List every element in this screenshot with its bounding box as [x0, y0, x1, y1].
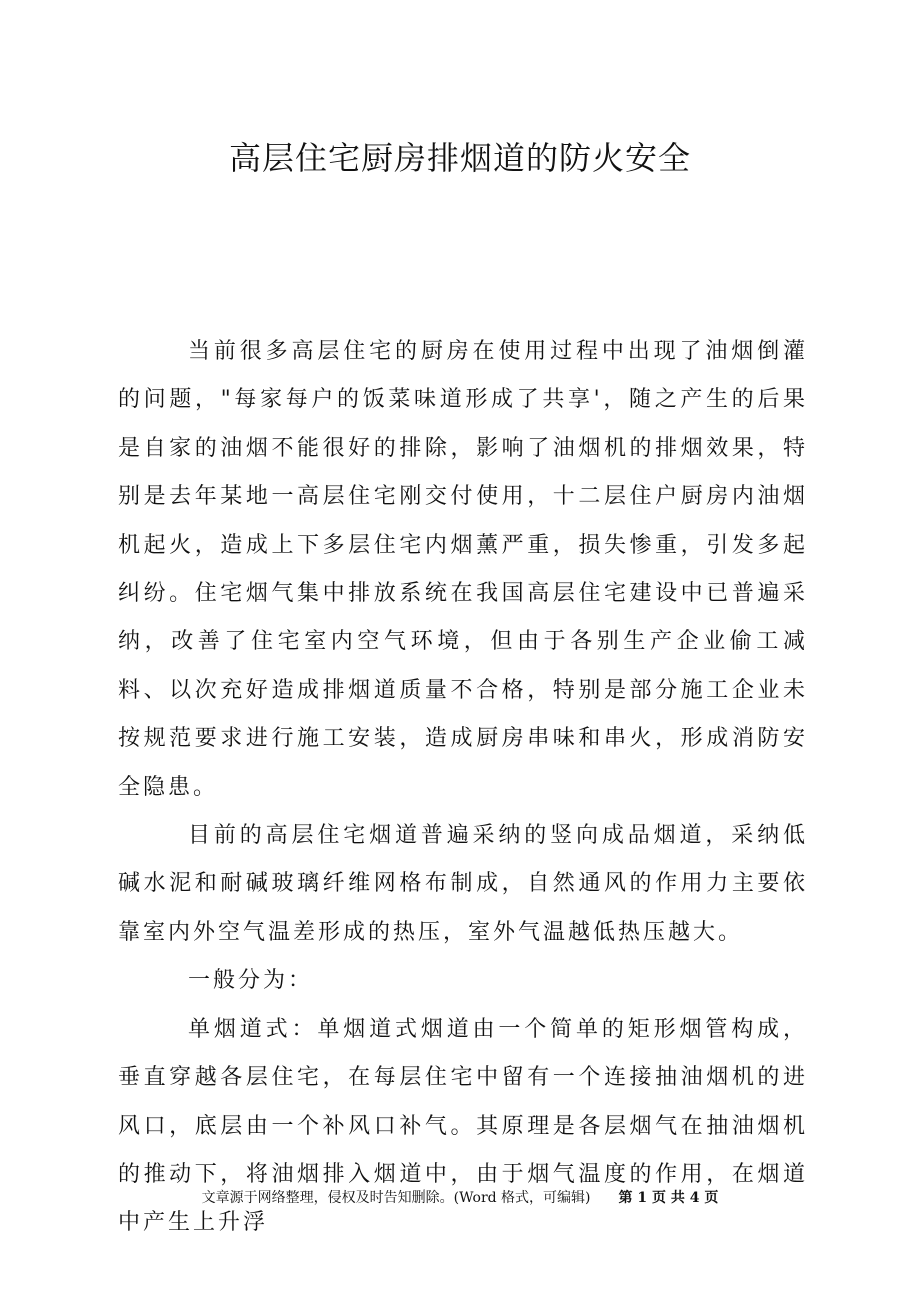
- paragraph-single-flue: 单烟道式：单烟道式烟道由一个简单的矩形烟管构成，垂直穿越各层住宅，在每层住宅中留有一个连接抽油烟机的进风口，底层由一个补风口补气。其原理是各层烟气在抽油烟机的推动下，将油烟排入烟道中，由于烟气温度的作用，在烟道中产生上升浮: [118, 1016, 808, 1236]
- paragraph-intro: 当前很多高层住宅的厨房在使用过程中出现了油烟倒灌的问题，"每家每户的饭菜味道形成了共享'，随之产生的后果是自家的油烟不能很好的排除，影响了油烟机的排烟效果，特别是去年某地一高层住宅刚交付使用，十二层住户厨房内油烟机起火，造成上下多层住宅内烟薰严重，损失惨重，引发多起纠纷。住宅烟气集中排放系统在我国高层住宅建设中已普遍采纳，改善了住宅室内空气环境，但由于各别生产企业偷工减料、以次充好造成排烟道质量不合格，特别是部分施工企业未按规范要求进行施工安装，造成厨房串味和串火，形成消防安全隐患。: [118, 339, 808, 800]
- document-title: 高层住宅厨房排烟道的防火安全: [228, 139, 691, 177]
- footer-source-note: 文章源于网络整理，侵权及时告知删除。(Word 格式，可编辑): [201, 1190, 591, 1206]
- page-number: 第 1 页 共 4 页: [618, 1190, 719, 1206]
- page-footer: [0, 1186, 920, 1210]
- paragraph-classification: 一般分为：: [188, 968, 314, 994]
- paragraph-chimney-description: 目前的高层住宅烟道普遍采纳的竖向成品烟道，采纳低碱水泥和耐碱玻璃纤维网格布制成，自然通风的作用力主要依靠室内外空气温差形成的热压，室外气温越低热压越大。: [118, 823, 808, 945]
- document-body: [118, 328, 808, 1248]
